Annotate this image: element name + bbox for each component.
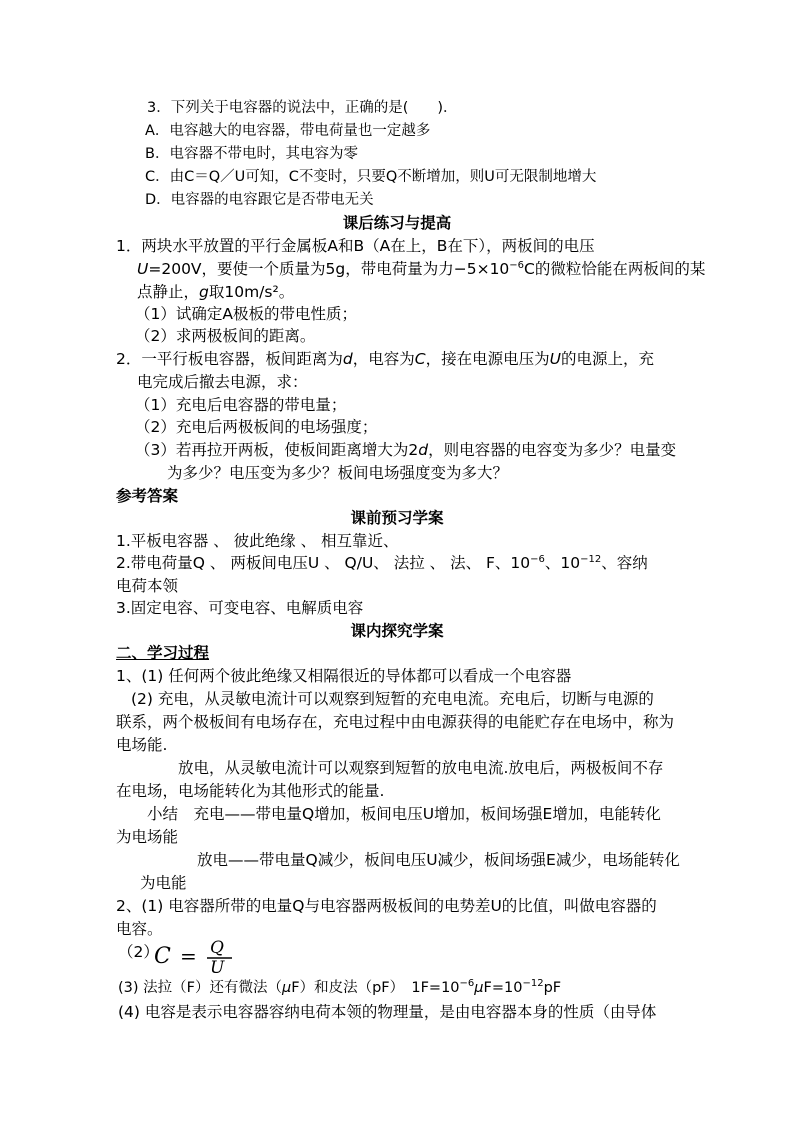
- problem2-sub1: （1）充电后电容器的带电量；: [135, 396, 347, 414]
- problem1-line2: U=200V，要使一个质量为5g，带电荷量为力$-5\times 10^{-6}C$的微粒恰能在两板间的某: [137, 260, 706, 278]
- process-s1-line5: 放电，从灵敏电流计可以观察到短暂的放电电流.放电后，两极板间不存: [178, 759, 664, 777]
- preview-answer-2-cont: 电荷本领: [116, 577, 179, 595]
- problem1-line1: 1．两块水平放置的平行金属板A和B（A在上，B在下），两板间的电压: [116, 237, 595, 255]
- q3-option-d: D．电容器的电容跟它是否带电无关: [145, 192, 374, 208]
- formula-q: Q: [210, 938, 224, 958]
- preview-answer-2: 2.带电荷量Q 、 两板间电压U 、 Q/U、 法拉 、 法、 F、$10^{-6}$、$10^{-12}$、容纳: [116, 554, 648, 572]
- problem2-sub3-cont: 为多少？电压变为多少？板间电场强度变为多大？: [167, 464, 509, 482]
- preview-title: 课前预习学案: [350, 509, 444, 527]
- process-s1-discharge-cont: 为电能: [140, 874, 187, 892]
- process-title: 二、学习过程: [116, 644, 210, 662]
- process-s1-line4: 电场能.: [116, 736, 168, 754]
- answers-title: 参考答案: [116, 487, 179, 505]
- process-s1-line2: (2) 充电，从灵敏电流计可以观察到短暂的充电电流。充电后，切断与电源的: [131, 690, 654, 708]
- process-s2-line1: 2、(1) 电容器所带的电量Q与电容器两极板间的电势差U的比值，叫做电容器的: [116, 897, 657, 915]
- process-s2-line4: (3) 法拉（F）还有微法（μF）和皮法（pF） $1F=10^{-6}\mu F=10^{-12}pF$: [118, 978, 562, 996]
- process-s2-formula-label: （2）: [118, 943, 159, 961]
- preview-answer-3: 3.固定电容、可变电容、电解质电容: [116, 599, 364, 617]
- q3-stem: 3．下列关于电容器的说法中，正确的是( )．: [147, 100, 458, 116]
- inclass-title: 课内探究学案: [350, 622, 444, 640]
- process-s1-line3: 联系，两个极板间有电场存在，充电过程中由电源获得的电能贮存在电场中，称为: [116, 713, 675, 731]
- preview-answer-1: 1.平板电容器 、 彼此绝缘 、 相互靠近、: [116, 532, 399, 550]
- problem1-sub1: （1）试确定A极板的带电性质；: [135, 305, 357, 323]
- capacitance-formula: [152, 938, 244, 976]
- problem2-sub3: （3）若再拉开两板，使板间距离增大为2d，则电容器的电容变为多少？电量变: [135, 441, 677, 459]
- q3-option-c: C．由C＝Q／U可知，C不变时，只要Q不断增加，则U可无限制地增大: [145, 169, 597, 185]
- formula-u: U: [210, 958, 225, 976]
- q3-option-b: B．电容器不带电时，其电容为零: [145, 146, 358, 162]
- process-s1-summary: 小结 充电——带电量Q增加，板间电压U增加，板间场强E增加，电能转化: [147, 805, 661, 823]
- section-title-after-class: 课后练习与提高: [342, 214, 452, 232]
- formula-equals: =: [180, 944, 197, 968]
- process-s2-line2: 电容。: [116, 920, 163, 938]
- problem2-sub2: （2）充电后两极板间的电场强度；: [135, 418, 378, 436]
- process-s1-summary-cont: 为电场能: [116, 828, 179, 846]
- problem2-line2: 电完成后撤去电源，求：: [137, 373, 308, 391]
- problem1-sub2: （2）求两极板间的距离。: [135, 327, 316, 345]
- problem2-line1: 2．一平行板电容器，板间距离为d，电容为C，接在电源电压为U的电源上，充: [116, 350, 654, 368]
- problem1-line3: 点静止，g取10m/s²。: [137, 283, 295, 301]
- process-s1-line1: 1、(1) 任何两个彼此绝缘又相隔很近的导体都可以看成一个电容器: [116, 667, 572, 685]
- process-s2-line5: (4) 电容是表示电容器容纳电荷本领的物理量，是由电容器本身的性质（由导体: [118, 1003, 657, 1021]
- process-s1-discharge: 放电——带电量Q减少，板间电压U减少，板间场强E减少，电场能转化: [197, 851, 680, 869]
- q3-option-a: A．电容越大的电容器，带电荷量也一定越多: [145, 123, 431, 139]
- formula-c: C: [154, 944, 171, 969]
- process-s1-line6: 在电场，电场能转化为其他形式的能量.: [116, 782, 385, 800]
